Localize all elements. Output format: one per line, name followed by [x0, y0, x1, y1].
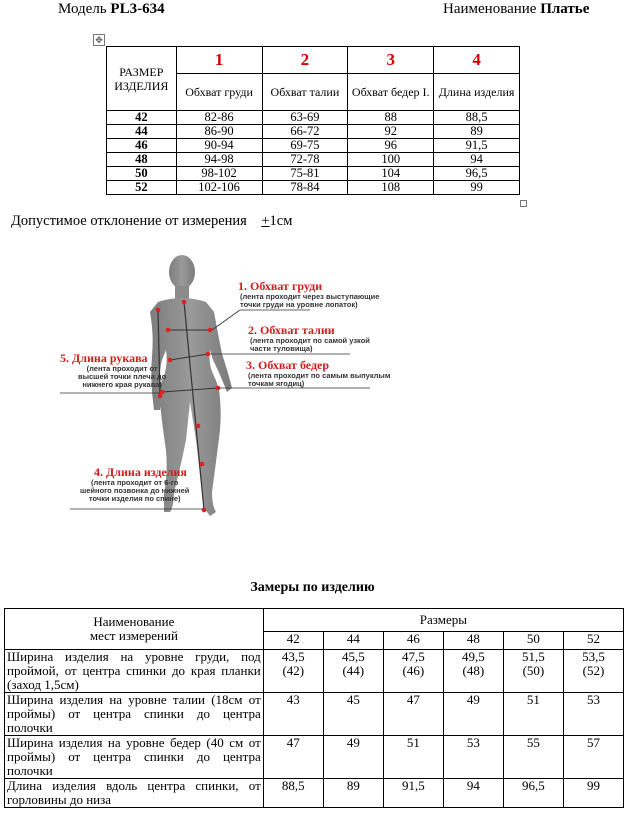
table-cell: 89: [323, 779, 383, 808]
table-cell: 49: [323, 736, 383, 779]
table-cell: 88: [348, 111, 434, 125]
table-row: [5, 779, 624, 808]
measurement-name: Ширина изделия на уровне груди, под проймой, от центра спинки до края планки (заход 1,5см): [5, 650, 264, 693]
table-cell: 94-98: [176, 153, 262, 167]
table-cell: 108: [348, 181, 434, 195]
table-cell: 45: [323, 693, 383, 736]
size-column-header: РАЗМЕР ИЗДЕЛИЯ: [107, 47, 177, 111]
table-cell: 49: [443, 693, 503, 736]
size-cell: 48: [107, 153, 177, 167]
size-cell: 52: [107, 181, 177, 195]
table-row: [107, 167, 520, 181]
table-cell: 53: [443, 736, 503, 779]
tolerance-value: 1см: [269, 213, 293, 229]
name-header: [443, 1, 589, 18]
column-number-4: 4: [434, 47, 520, 74]
table-cell: 92: [348, 125, 434, 139]
table-cell: 96: [348, 139, 434, 153]
waist-note: (лента проходит по самой узкой части туловища): [250, 336, 370, 353]
table-cell: 72-78: [262, 153, 348, 167]
table-cell: 94: [434, 153, 520, 167]
table-row: [5, 736, 624, 779]
table-row: [107, 111, 520, 125]
tolerance-text: Допустимое отклонение от измерения: [11, 213, 247, 229]
table-move-handle-icon[interactable]: ✥: [93, 34, 105, 46]
hips-label: 3. Обхват бедер: [246, 358, 330, 372]
size-table: [106, 46, 520, 195]
garment-length-note: (лента проходит от 6-го шейного позвонка до нижней точки изделия по спине): [80, 478, 190, 503]
table-cell: 100: [348, 153, 434, 167]
table-cell: 45,5 (44): [323, 650, 383, 693]
table-cell: 63-69: [262, 111, 348, 125]
table-cell: 88,5: [263, 779, 323, 808]
hips-note: (лента проходит по самым выпуклым точкам ягодиц): [248, 371, 391, 388]
table-cell: 53: [563, 693, 623, 736]
table-cell: 51: [383, 736, 443, 779]
table-row: [5, 650, 624, 693]
model-header: [58, 1, 165, 18]
table-cell: 43,5 (42): [263, 650, 323, 693]
tolerance-note: [11, 213, 292, 230]
name-value: Платье: [540, 1, 590, 17]
sleeve-length-note: (лента проходит от высшей точки плеча до нижнего края рукава): [78, 364, 167, 389]
sizes-header: Размеры: [263, 609, 623, 632]
column-number-2: 2: [262, 47, 348, 74]
size-cell: 50: [107, 167, 177, 181]
table-cell: 51,5 (50): [503, 650, 563, 693]
table-cell: 96,5: [503, 779, 563, 808]
size-header-50: 50: [503, 632, 563, 650]
table-cell: 88,5: [434, 111, 520, 125]
table-cell: 49,5 (48): [443, 650, 503, 693]
table-cell: 91,5: [383, 779, 443, 808]
model-label: Модель: [58, 1, 107, 17]
table-cell: 99: [563, 779, 623, 808]
table-cell: 90-94: [176, 139, 262, 153]
column-number-1: 1: [176, 47, 262, 74]
size-cell: 44: [107, 125, 177, 139]
sleeve-length-label: 5. Длина рукава: [60, 351, 148, 365]
size-cell: 42: [107, 111, 177, 125]
model-value: PL3-634: [110, 1, 165, 17]
table-cell: 102-106: [176, 181, 262, 195]
column-label-bust: Обхват груди: [176, 74, 262, 111]
section-title: Замеры по изделию: [250, 580, 375, 595]
table-cell: 51: [503, 693, 563, 736]
table-cell: 99: [434, 181, 520, 195]
table-cell: 94: [443, 779, 503, 808]
table-cell: 47: [383, 693, 443, 736]
table-row: [107, 153, 520, 167]
plus-minus-sign: +: [261, 213, 270, 229]
size-header-52: 52: [563, 632, 623, 650]
table-cell: 69-75: [262, 139, 348, 153]
table-cell: 82-86: [176, 111, 262, 125]
measurement-name: Ширина изделия на уровне талии (18см от проймы) от центра спинки до центра полочки: [5, 693, 264, 736]
table-cell: 78-84: [262, 181, 348, 195]
table-cell: 47,5 (46): [383, 650, 443, 693]
table-row: [107, 125, 520, 139]
table-cell: 66-72: [262, 125, 348, 139]
table-cell: 75-81: [262, 167, 348, 181]
garment-length-label: 4. Длина изделия: [94, 465, 187, 479]
table-row: [5, 693, 624, 736]
measurement-figure: [50, 250, 391, 550]
table-row: [107, 181, 520, 195]
table-cell: 98-102: [176, 167, 262, 181]
bust-label: 1. Обхват груди: [238, 279, 323, 293]
measurement-name-header: Наименование мест измерений: [5, 609, 264, 650]
table-cell: 86-90: [176, 125, 262, 139]
column-label-hips: Обхват бедер I.: [348, 74, 434, 111]
name-label: Наименование: [443, 1, 537, 17]
size-header-42: 42: [263, 632, 323, 650]
garment-measurements-table: [4, 608, 624, 808]
table-cell: 57: [563, 736, 623, 779]
table-cell: 43: [263, 693, 323, 736]
table-cell: 104: [348, 167, 434, 181]
table-cell: 53,5 (52): [563, 650, 623, 693]
column-label-length: Длина изделия: [434, 74, 520, 111]
size-header-48: 48: [443, 632, 503, 650]
column-number-3: 3: [348, 47, 434, 74]
size-header-44: 44: [323, 632, 383, 650]
size-header-46: 46: [383, 632, 443, 650]
table-cell: 89: [434, 125, 520, 139]
table-cell: 96,5: [434, 167, 520, 181]
waist-label: 2. Обхват талии: [248, 323, 335, 337]
table-cell: 55: [503, 736, 563, 779]
table-cell: 47: [263, 736, 323, 779]
table-cell: 91,5: [434, 139, 520, 153]
table-row: [107, 139, 520, 153]
measurement-name: Ширина изделия на уровне бедер (40 см от проймы) от центра спинки до центра полочки: [5, 736, 264, 779]
bust-note: (лента проходит через выступающие точки груди на уровне лопаток): [240, 292, 380, 309]
column-label-waist: Обхват талии: [262, 74, 348, 111]
size-cell: 46: [107, 139, 177, 153]
table-resize-handle[interactable]: [520, 200, 527, 207]
measurement-name: Длина изделия вдоль центра спинки, от горловины до низа: [5, 779, 264, 808]
